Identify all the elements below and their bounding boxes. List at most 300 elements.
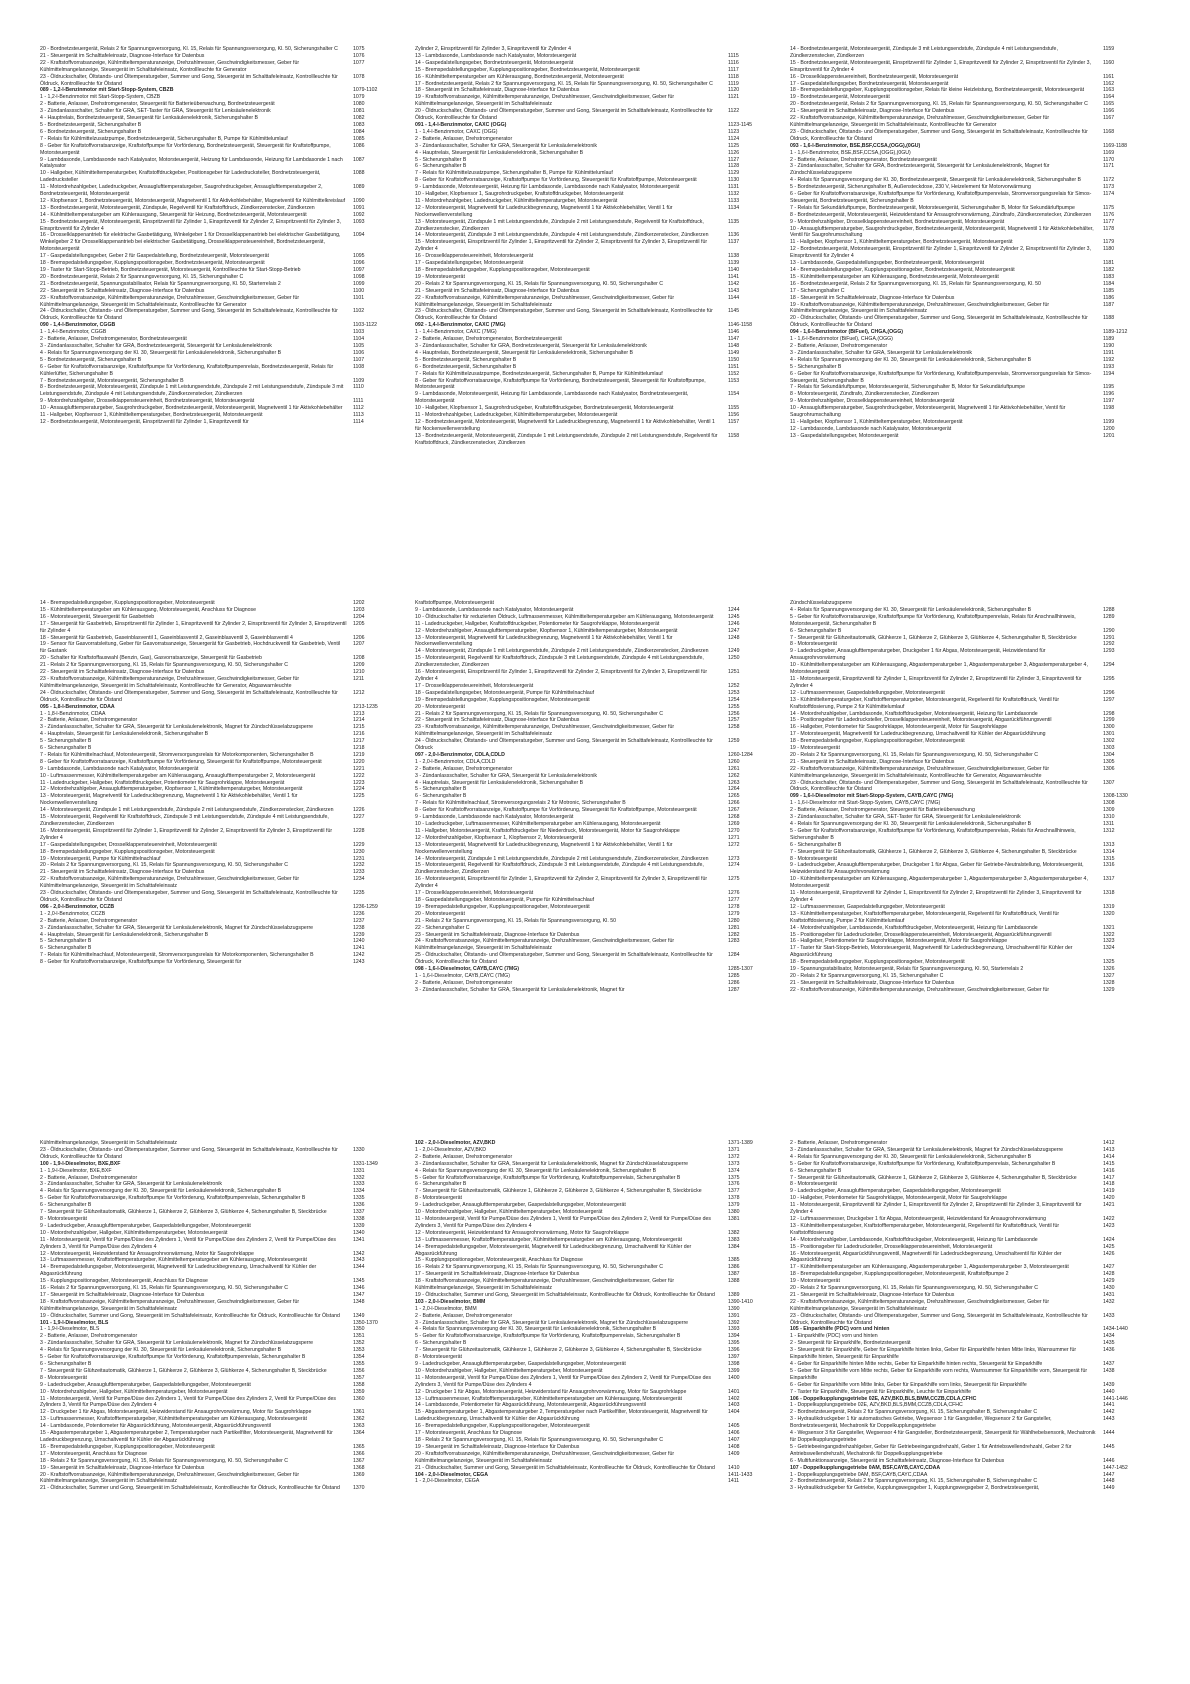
entry-text: 16 - Kühlmitteltemperaturgeber am Kühlerausgang, Bordnetzsteuergerät, Motorsteuergerät	[415, 73, 624, 80]
entry-page-number: 1154	[728, 391, 740, 398]
index-entry	[790, 1485, 1149, 1492]
index-entry	[790, 1458, 1149, 1465]
entry-page-number: 1401	[728, 1388, 740, 1395]
index-entry	[790, 911, 1149, 925]
entry-page-number: 1408	[728, 1443, 740, 1450]
entry-page-number: 1164	[1103, 94, 1115, 101]
entry-text: 24 - Öldruckschalter, Öltstands- und Öltemperaturgeber, Summer und Gong, Steuergerät im Schalttafeleinsatz, Kontrollleuchte für Öldruck, Kontrollleuchte für Ölstand	[40, 689, 338, 703]
index-entry	[415, 1333, 774, 1340]
index-entry	[415, 711, 774, 718]
entry-text: 098 - 1,6-l-Dieselmotor, CAYB,CAYC (7MG)	[415, 966, 519, 973]
entry-text: 15 - Bordnetzsteuergerät, Motorsteuergerät, Einspritzventil für Zylinder 1, Einspritzventil für Zylinder 2, Einspritzventil für Zylinder 3, Einspritzventil für Zylinder 4	[790, 59, 1091, 73]
entry-text: 4 - Hauptrelais, Steuergerät für Lenksäulenelektronik, Sicherungshalter B	[40, 731, 209, 738]
entry-page-number: 1139	[728, 260, 740, 267]
entry-page-number: 1328	[1103, 979, 1115, 986]
entry-text: 12 - Bordnetzsteuergerät, Motorsteuergerät, Magnetventil für Ladedruckbegrenzung, Magnetventil 1 für Aktivkohlebehälter, Ventil 1 für Nockenwellenverstellung	[415, 418, 715, 432]
entry-page-number: 1269	[728, 821, 740, 827]
entry-page-number: 1260-1284	[728, 751, 753, 758]
index-entry	[40, 1195, 399, 1202]
index-entry	[40, 1147, 399, 1161]
index-entry	[415, 288, 774, 295]
entry-page-number: 1156	[728, 412, 740, 419]
entry-page-number: 1168	[1103, 128, 1115, 135]
entry-page-number: 1081	[353, 108, 365, 115]
entry-page-number: 1210	[353, 669, 365, 676]
index-entry	[415, 1451, 774, 1465]
index-entry	[790, 295, 1149, 302]
index-entry	[415, 1271, 774, 1278]
entry-page-number: 1405	[728, 1423, 740, 1430]
index-entry	[415, 1306, 774, 1313]
index-entry	[40, 918, 399, 925]
entry-text: 14 - Motordrehzahlgeber, Lambdasonde, Kraftstoffdruckgeber, Motorsteuergerät, Heizung für Lambdasonde	[790, 924, 1038, 931]
index-entry	[415, 904, 774, 911]
index-entry	[790, 925, 1149, 932]
index-entry	[415, 918, 774, 925]
index-entry	[790, 1195, 1149, 1202]
entry-page-number: 1288	[1103, 606, 1115, 613]
index-entry	[415, 1444, 774, 1451]
index-entry	[40, 890, 399, 904]
section-heading	[790, 1396, 1149, 1403]
index-entry	[790, 150, 1149, 157]
entry-page-number: 1334	[353, 1188, 365, 1195]
entry-page-number: 1297	[1103, 696, 1115, 703]
entry-text: 15 - Motorsteuergerät, Einspritzventil für Zylinder 1, Einspritzventil für Zylinder 2, Einspritzventil für Zylinder 3, Einspritzventil für Zylinder 4	[415, 239, 708, 253]
entry-text: 13 - Lambdasonde, Gaspedalstellungsgeber, Bordnetzsteuergerät, Motorsteuergerät	[790, 260, 985, 267]
section-heading	[415, 1472, 774, 1479]
index-entry	[415, 343, 774, 350]
entry-text: 17 - Drosselklappensteuereinheit, Motorsteuergerät	[415, 682, 534, 689]
entry-text: 1 - 1,9-l-Dieselmotor, BLS	[40, 1326, 100, 1333]
entry-text: 7 - Steuergerät für Glühzeitautomatik, Glühkerze 1, Glühkerze 2, Glühkerze 3, Glühkerze 4, Sicherungshalter B, Steckbrücke	[415, 1188, 702, 1195]
index-entry	[415, 67, 774, 74]
index-entry	[40, 717, 399, 724]
entry-page-number: 1310	[1103, 814, 1115, 821]
index-entry	[40, 600, 399, 607]
entry-text: 18 - Steuergerät für Gasbetrieb, Gaseinblasventil 1, Gaseinblasventil 2, Gaseinblasventil 3, Gaseinblasventil 4	[40, 634, 293, 641]
index-entry	[415, 1313, 774, 1320]
entry-text: 19 - Steuergerät im Schalttafeleinsatz, Diagnose-Interface für Datenbus	[415, 1443, 580, 1450]
entry-text: 18 - Bremspedalstellungsgeber, Kupplungspositionsgeber, Motorsteuergerät	[40, 848, 215, 855]
entry-text: 11 - Motorsteuergerät, Einspritzventil für Zylinder 1, Einspritzventil für Zylinder 2, Einspritzventil für Zylinder 3, Einspritzventil für Zylinder 4	[790, 675, 1082, 689]
index-entry	[415, 704, 774, 711]
entry-page-number: 1123-1145	[728, 121, 753, 128]
entry-page-number: 1303	[1103, 745, 1115, 752]
index-entry	[790, 932, 1149, 939]
entry-page-number: 1187	[1103, 301, 1115, 308]
index-entry	[790, 1285, 1149, 1292]
entry-text: 1 - 1,8-l-Benzinmotor, CDAA	[40, 710, 106, 717]
entry-page-number: 1311	[1103, 821, 1115, 827]
index-entry	[40, 780, 399, 787]
entry-text: 8 - Bordnetzsteuergerät, Motorsteuergerät, Zündspule 1 mit Leistungsendstufe, Zündspule 2 mit Leistungsendstufe, Zündspule 3 mit Leistungsendstufe, Zündspule 4 mit Leistungsendstufe, Zündkerzenstecker, Zündkerzen	[40, 384, 344, 398]
entry-page-number: 1075	[353, 46, 365, 52]
entry-page-number: 1426	[1103, 1250, 1115, 1257]
entry-page-number: 1361	[353, 1409, 365, 1416]
entry-page-number: 1178	[1103, 225, 1115, 232]
index-entry	[415, 766, 774, 773]
index-column	[40, 600, 399, 994]
entry-text: 1 - 1,9-l-Dieselmotor, BXE,BXF	[40, 1167, 112, 1174]
entry-text: 2 - Batterie, Anlasser, Drehstromgenerator	[790, 1140, 888, 1146]
entry-text: 5 - Geber für Kraftstoffvorratsanzeige, Kraftstoffpumpe für Vorförderung, Kraftstoffpumpenrelais, Sicherungshalter B	[40, 1195, 306, 1202]
entry-page-number: 1167	[1103, 115, 1115, 122]
entry-page-number: 1233	[353, 869, 365, 876]
entry-page-number: 1098	[353, 273, 365, 280]
index-entry	[415, 150, 774, 157]
entry-page-number: 1151	[728, 363, 740, 370]
entry-page-number: 1142	[728, 280, 740, 287]
entry-text: 23 - Öldruckschalter, Öltstands- und Öltemperaturgeber, Summer und Gong, Steuergerät im Schalttafeleinsatz, Kontrollleuchte für Öldruck, Kontrollleuchte für Ölstand	[790, 128, 1088, 142]
entry-text: 18 - Steuergerät im Schalttafeleinsatz, Diagnose-Interface für Datenbus	[790, 294, 955, 301]
index-entry	[40, 1416, 399, 1423]
entry-page-number: 1180	[1103, 246, 1115, 253]
entry-text: 22 - Kraftstoffvorratsanzeige, Kühlmitteltemperaturanzeige, Drehzahlmesser, Geschwindigkeitsmesser, Geber für Kühlmittelmangelanzeige, Steuergerät im Schalttafeleinsatz, Kontrollleuchte für Generator	[790, 115, 1050, 128]
entry-text: 102 - 2,0-l-Dieselmotor, AZV,BKD	[415, 1140, 496, 1146]
entry-page-number: 1158	[728, 432, 740, 439]
entry-page-number: 1286	[728, 979, 740, 986]
entry-page-number: 1224	[353, 786, 365, 793]
entry-page-number: 1435	[1103, 1340, 1115, 1347]
entry-text: 23 - Öldruckschalter, Öltstands- und Öltemperaturgeber, Summer und Gong, Steuergerät im Schalttafeleinsatz, Kontrollleuchte für Öldruck, Kontrollleuchte für Ölstand	[790, 779, 1088, 793]
index-entry	[415, 890, 774, 897]
entry-page-number: 1182	[1103, 267, 1115, 273]
entry-page-number: 1193	[1103, 363, 1115, 370]
index-entry	[790, 862, 1149, 876]
index-entry	[415, 1278, 774, 1292]
entry-page-number: 1445	[1103, 1443, 1115, 1450]
index-entry	[40, 1375, 399, 1382]
entry-text: 9 - Ladedruckgeber, Ansauglufttemperaturgeber, Gaspedalstellungsgeber, Motorsteuergerät	[40, 1222, 251, 1229]
entry-text: 6 - Sicherungshalter B	[40, 1361, 92, 1367]
entry-page-number: 1079-1102	[353, 87, 378, 94]
entry-text: 2 - Batterie, Anlasser, Drehstromgenerator	[40, 1174, 138, 1181]
entry-page-number: 1391	[728, 1312, 740, 1319]
entry-page-number: 1232	[353, 862, 365, 869]
entry-text: 1 - 2,0-l-Benzinmotor, CCZB	[40, 910, 106, 917]
entry-text: 13 - Kühlmitteltemperaturgeber, Kraftstofftemperaturgeber, Motorsteuergerät, Regelventil für Kraftstoffdruck, Ventil für Kraftstoffdosierung	[790, 1222, 1060, 1236]
index-entry	[790, 1409, 1149, 1416]
entry-page-number: 1281	[728, 924, 740, 931]
index-entry	[40, 1264, 399, 1278]
section-heading	[415, 1140, 774, 1147]
entry-page-number: 1447	[1103, 1471, 1115, 1478]
index-entry	[415, 697, 774, 704]
index-entry	[790, 738, 1149, 745]
entry-page-number: 1107	[353, 356, 365, 363]
entry-text: 12 - Klopfsensor 1, Bordnetzsteuergerät, Motorsteuergerät, Magnetventil 1 für Aktivkohlebehälter, Magnetventil für Kühlmittelkreislauf	[40, 197, 346, 204]
entry-text: 22 - Steuergerät im Schalttafeleinsatz, Diagnose-Interface für Datenbus	[40, 669, 205, 676]
entry-text: 1 - 1,6-l-Dieselmotor mit Start-Stopp-System, CAYB,CAYC (7MG)	[790, 800, 941, 807]
entry-text: 14 - Motordrehzahlgeber, Lambdasonde, Kraftstoffdruckgeber, Motorsteuergerät, Heizung für Lambdasonde	[790, 710, 1038, 717]
entry-page-number: 1217	[353, 738, 365, 745]
entry-text: 3 - Zündanlassschalter, Schalter für GRA, Steuergerät für Lenksäulenelektronik	[40, 1181, 222, 1188]
entry-text: 7 - Relais für Kühlmittelnachlauf, Motorsteuergerät, Stromversorgungsrelais für Motorkomponenten, Sicherungshalter B	[40, 751, 314, 758]
index-entry	[415, 759, 774, 766]
section-heading	[790, 1326, 1149, 1333]
index-entry	[40, 46, 399, 53]
entry-page-number: 1260	[728, 758, 740, 765]
entry-text: 23 - Öldruckschalter, Öltstands- und Öltemperaturgeber, Summer und Gong, Steuergerät im Schalttafeleinsatz, Kontrollleuchte für Öldruck, Kontrollleuchte für Ölstand	[415, 308, 713, 322]
index-entry	[415, 952, 774, 966]
entry-text: 14 - Motorsteuergerät, Zündspule 3 mit Leistungsendstufe, Zündspule 4 mit Leistungsendstufe, Zündkerzenstecker, Zündkerzen	[415, 232, 709, 239]
index-block-bottom	[40, 1140, 1150, 1492]
entry-text: 9 - Ladedruckgeber, Ansauglufttemperaturgeber, Druckgeber 1 für Abgas, Motorsteuergerät, Heizwiderstand für Ansaugrohrvorwärmung	[790, 648, 1046, 662]
entry-page-number: 1105	[353, 342, 365, 349]
index-entry	[415, 724, 774, 738]
index-entry	[790, 697, 1149, 711]
index-entry	[40, 1292, 399, 1299]
index-entry	[40, 1251, 399, 1258]
entry-text: 3 - Zündanlassschalter, Schalter für GRA, Steuergerät für Lenksäulenelektronik, Magnet für Zündschlüsselabzugsperre	[40, 1340, 314, 1347]
entry-text: 12 - Motordrehzahlgeber, Ansauglufttemperaturgeber, Klopfsensor 1, Kühlmitteltemperaturgeber, Motorsteuergerät	[40, 786, 303, 793]
section-heading	[790, 1465, 1149, 1472]
index-entry	[40, 1209, 399, 1216]
entry-page-number: 1237	[353, 917, 365, 924]
index-entry	[790, 108, 1149, 115]
entry-page-number: 1118	[728, 73, 739, 80]
entry-page-number: 1406	[728, 1430, 740, 1437]
entry-text: 10 - Motordrehzahlgeber, Hallgeber, Kühlmitteltemperaturgeber, Motorsteuergerät	[40, 1229, 228, 1236]
entry-page-number: 1350-1370	[353, 1319, 378, 1326]
entry-text: 4 - Relais für Spannungsversorgung der Kl. 30, Steuergerät für Lenksäulenelektronik, Sicherungshalter B	[790, 1153, 1032, 1160]
entry-page-number: 1126	[728, 149, 740, 156]
entry-page-number: 1398	[728, 1361, 740, 1367]
entry-page-number: 1103-1122	[353, 322, 378, 329]
index-entry	[40, 350, 399, 357]
index-entry	[415, 94, 774, 108]
entry-text: 14 - Kühlmitteltemperaturgeber am Kühlerausgang, Steuergerät für Heizung, Bordnetzsteuergerät, Motorsteuergerät	[40, 211, 307, 218]
entry-page-number: 1080	[353, 101, 365, 108]
index-entry	[40, 1444, 399, 1451]
entry-page-number: 1150	[728, 356, 740, 363]
index-entry	[40, 786, 399, 793]
index-entry	[40, 856, 399, 863]
entry-text: 15 - Positionsgeber für Ladedrucksteller, Drosselklappensteuereinheit, Motorsteuergerät, Abgasrückführungsventil	[790, 931, 1052, 938]
entry-page-number: 1291	[1103, 634, 1115, 641]
entry-text: 16 - Motorsteuergerät, Einspritzventil für Zylinder 1, Einspritzventil für Zylinder 2, Einspritzventil für Zylinder 3, Einspritzventil für Zylinder 4	[415, 876, 708, 890]
entry-text: Zündschlüsselabzugsperre	[790, 600, 852, 606]
entry-text: 16 - Drosselklappensteuereinheit, Bordnetzsteuergerät, Motorsteuergerät	[790, 73, 959, 80]
entry-text: 090 - 1,4-l-Benzinmotor, CGGB	[40, 322, 116, 329]
entry-page-number: 1360	[353, 1395, 365, 1402]
index-entry	[415, 53, 774, 60]
index-entry	[790, 433, 1149, 440]
entry-page-number: 1409	[728, 1450, 740, 1457]
index-entry	[415, 1237, 774, 1244]
index-entry	[415, 1320, 774, 1327]
index-entry	[415, 717, 774, 724]
entry-page-number: 1143	[728, 287, 740, 294]
entry-text: 16 - Bremspedalstellungsgeber, Kupplungspositionsgeber, Motorsteuergerät	[40, 1443, 215, 1450]
entry-page-number: 1428	[1103, 1271, 1115, 1278]
index-entry	[415, 925, 774, 932]
index-entry	[415, 184, 774, 191]
entry-page-number: 1317	[1103, 876, 1115, 883]
entry-text: 2 - Batterie, Anlasser, Drehstromgenerator, Bordnetzsteuergerät	[790, 156, 937, 163]
index-entry	[790, 1389, 1149, 1396]
entry-page-number: 1338	[353, 1215, 365, 1222]
index-entry	[40, 1313, 399, 1320]
entry-text: 2 - Batterie, Anlasser, Drehstromgenerator, Bordnetzsteuergerät	[40, 336, 187, 343]
entry-page-number: 1302	[1103, 738, 1115, 745]
entry-page-number: 1441-1446	[1103, 1395, 1128, 1402]
index-entry	[790, 391, 1149, 398]
entry-text: 8 - Motorsteuergerät	[790, 855, 837, 862]
entry-text: 3 - Zündanlassschalter, Schalter für GRA, Steuergerät für Lenksäulenelektronik, Magnet für	[415, 986, 625, 993]
entry-text: 1 - 1,4-l-Benzinmotor, CAXC (OGG)	[415, 128, 498, 135]
index-entry	[790, 157, 1149, 164]
entry-page-number: 1387	[728, 1271, 740, 1278]
index-entry	[415, 74, 774, 81]
index-entry	[415, 1154, 774, 1161]
index-entry	[40, 828, 399, 842]
entry-text: 22 - Kraftstoffvorratsanzeige, Kühlmitteltemperaturanzeige, Drehzahlmesser, Geschwindigkeitsmesser, Geber für Kühlmittelmangelanzeige, Steuergerät im Schalttafeleinsatz, Kontrollleuchte für Generator, Abgaswarnleuchte	[790, 765, 1050, 779]
index-entry	[790, 274, 1149, 281]
entry-text: 1 - Doppelkupplungsgetriebe 02E, AZV,BKD,BLS,BMM,CCZB,CDLA,CFHC	[790, 1402, 963, 1409]
entry-page-number: 1433	[1103, 1312, 1115, 1319]
entry-text: 3 - Hydraulikdruckgeber 1 für automatisches Getriebe, Wegsensor 1 für Gangsteller, Wegsensor 2 für Gangsteller, Bordnetzsteuergerät, Mechatronik für Doppelkupplungsgetriebe	[790, 1416, 1052, 1430]
index-entry	[790, 357, 1149, 364]
index-entry	[40, 669, 399, 676]
entry-page-number: 1394	[728, 1333, 740, 1340]
index-entry	[40, 405, 399, 412]
entry-page-number: 1377	[728, 1188, 740, 1195]
entry-page-number: 1319	[1103, 903, 1115, 910]
entry-text: 2 - Batterie, Anlasser, Drehstromgenerator, Steuergerät für Batterieüberwachung	[790, 807, 975, 814]
index-entry	[40, 170, 399, 184]
entry-text: 4 - Relais für Spannungsversorgung der Kl. 30, Steuergerät für Lenksäulenelektronik, Sicherungshalter B	[40, 1347, 282, 1354]
entry-page-number: 1353	[353, 1347, 365, 1354]
index-entry	[790, 1382, 1149, 1389]
entry-text: 3 - Zündanlassschalter, Schalter für GRA, Bordnetzsteuergerät, Steuergerät für Lenksäulenelektronik	[415, 342, 647, 349]
entry-page-number: 1385	[728, 1257, 740, 1264]
index-entry	[40, 1230, 399, 1237]
entry-page-number: 1254	[728, 696, 740, 703]
entry-page-number: 1443	[1103, 1416, 1115, 1423]
entry-page-number: 1113	[353, 412, 364, 419]
index-entry	[40, 205, 399, 212]
entry-text: 18 - Kraftstoffvorratsanzeige, Kühlmitteltemperaturanzeige, Drehzahlmesser, Geschwindigkeitsmesser, Geber für Kühlmittelmangelanzeige, Steuergerät im Schalttafeleinsatz	[415, 1278, 675, 1292]
index-entry	[790, 419, 1149, 426]
entry-text: 23 - Öldruckschalter, Öltstands- und Öltemperaturgeber, Summer und Gong, Steuergerät im Schalttafeleinsatz, Kontrollleuchte für Öldruck, Kontrollleuchte für Ölstand	[40, 1146, 338, 1160]
entry-page-number: 1418	[1103, 1181, 1115, 1188]
entry-text: 20 - Öldruckschalter, Öltstands- und Öltemperaturgeber, Summer und Gong, Steuergerät im Schalttafeleinsatz, Kontrollleuchte für Öldruck, Kontrollleuchte für Ölstand	[790, 315, 1088, 329]
entry-page-number: 1441	[1103, 1402, 1115, 1409]
index-entry	[40, 1340, 399, 1347]
index-entry	[415, 1216, 774, 1230]
entry-text: 5 - Geber für Kraftstoffvorratsanzeige, Kraftstoffpumpe für Vorförderung, Kraftstoffpumpenrelais, Sicherungshalter B	[415, 1333, 681, 1340]
entry-text: 14 - Bremspedalstellungsgeber, Motorsteuergerät, Magnetventil für Ladedruckbegrenzung, Umschaltventil für Kühler der Abgasrückführung	[415, 1243, 692, 1257]
index-entry	[790, 717, 1149, 724]
entry-text: 19 - Motorsteuergerät, Pumpe für Kühlmittelnachlauf	[40, 855, 161, 862]
index-entry	[40, 614, 399, 621]
entry-page-number: 1439	[1103, 1381, 1115, 1388]
index-entry	[40, 94, 399, 101]
entry-page-number: 1315	[1103, 855, 1115, 862]
index-entry	[40, 793, 399, 807]
entry-text: 19 - Kraftstoffvorratsanzeige, Kühlmitteltemperaturanzeige, Drehzahlmesser, Geschwindigkeitsmesser, Geber für Kühlmittelmangelanzeige, Steuergerät im Schalttafeleinsatz	[790, 301, 1050, 315]
entry-text: 15 - Motorsteuergerät, Regelventil für Kraftstoffdruck, Zündspule 3 mit Leistungsendstufe, Zündspule 4 mit Leistungsendstufe, Zündkerzenstecker, Zündkerzen	[40, 814, 329, 827]
entry-text: 8 - Motorsteuergerät	[415, 1354, 462, 1361]
entry-text: 4 - Relais für Spannungsversorgung der Kl. 30, Steuergerät für Lenksäulenelektronik, Sicherungshalter B	[40, 1188, 282, 1195]
index-entry	[790, 966, 1149, 973]
entry-text: 23 - Kraftstoffvorratsanzeige, Kühlmitteltemperaturanzeige, Drehzahlmesser, Geschwindigkeitsmesser, Geber für Kühlmittelmangelanzeige, Steuergerät im Schalttafeleinsatz, Kontrollleuchte für Generator	[40, 294, 300, 308]
index-entry	[40, 745, 399, 752]
entry-page-number: 1321	[1103, 924, 1115, 931]
index-entry	[40, 1361, 399, 1368]
entry-page-number: 1335	[353, 1195, 365, 1202]
index-entry	[40, 378, 399, 385]
section-heading	[790, 329, 1149, 336]
index-entry	[415, 800, 774, 807]
entry-page-number: 1117	[728, 66, 739, 73]
index-entry	[40, 308, 399, 322]
entry-page-number: 1220	[353, 758, 365, 765]
index-entry	[790, 398, 1149, 405]
entry-text: 15 - Kupplungspositionsgeber, Motorsteuergerät, Anschluss für Diagnose	[40, 1278, 208, 1285]
index-entry	[40, 136, 399, 143]
entry-text: 23 - Kraftstoffvorratsanzeige, Kühlmitteltemperaturanzeige, Drehzahlmesser, Geschwindigkeitsmesser, Geber für Kühlmittelmangelanzeige, Steuergerät im Schalttafeleinsatz	[415, 724, 675, 738]
entry-page-number: 1175	[1103, 204, 1115, 211]
index-entry	[415, 1168, 774, 1175]
entry-text: 6 - Sicherungshalter B	[415, 1340, 467, 1347]
entry-text: 11 - Ladedruckgeber, Hallgeber, Kraftstoffdruckgeber, Potentiometer für Saugrohrklappe, Motorsteuergerät	[415, 620, 660, 627]
entry-text: 4 - Relais für Spannungsversorgung der Kl. 30, Steuergerät für Lenksäulenelektronik, Sicherungshalter B	[790, 606, 1032, 613]
entry-page-number: 1293	[1103, 648, 1115, 655]
entry-page-number: 1337	[353, 1209, 365, 1216]
entry-text: 19 - Bordnetzsteuergerät, Motorsteuergerät	[790, 94, 890, 101]
entry-text: 20 - Öldruckschalter, Öltstands- und Öltemperaturgeber, Summer und Gong, Steuergerät im Schalttafeleinsatz, Kontrollleuchte für Öldruck, Kontrollleuchte für Ölstand	[415, 108, 713, 122]
entry-page-number: 1304	[1103, 751, 1115, 758]
entry-page-number: 1258	[728, 724, 740, 731]
entry-text: 8 - Motorsteuergerät	[40, 1215, 87, 1222]
entry-text: 7 - Bordnetzsteuergerät, Motorsteuergerät, Sicherungshalter B	[40, 377, 184, 384]
entry-page-number: 1318	[1103, 890, 1115, 897]
entry-page-number: 1351	[353, 1333, 365, 1340]
index-entry	[415, 773, 774, 780]
entry-text: 10 - Kühlmitteltemperaturgeber am Kühlerausgang, Abgastemperaturgeber 1, Abgastemperaturgeber 3, Abgastemperaturgeber 4, Motorsteuergerät	[790, 662, 1088, 676]
entry-page-number: 1153	[728, 377, 740, 384]
entry-page-number: 1449	[1103, 1485, 1115, 1492]
index-entry	[415, 683, 774, 690]
index-entry	[415, 1244, 774, 1258]
entry-page-number: 1256	[728, 710, 740, 717]
index-entry	[790, 662, 1149, 676]
entry-text: 3 - Zündanlassschalter, Schalter für GRA, Steuergerät für Lenksäulenelektronik	[790, 349, 972, 356]
index-entry	[40, 253, 399, 260]
index-entry	[40, 1389, 399, 1396]
index-entry	[790, 177, 1149, 184]
entry-text: 6 - Sicherungshalter B	[790, 627, 842, 634]
index-entry	[415, 932, 774, 939]
index-entry	[415, 371, 774, 378]
entry-text: 5 - Sicherungshalter B	[40, 738, 92, 745]
entry-text: 5 - Bordnetzsteuergerät, Sicherungshalter B	[40, 121, 142, 128]
entry-text: 5 - Sicherungshalter B	[790, 363, 842, 370]
entry-page-number: 1295	[1103, 675, 1115, 682]
entry-page-number: 1185	[1103, 287, 1115, 294]
entry-text: 1 - Doppelkupplungsgetriebe 0AM, BSF,CAYB,CAYC,CDAA	[790, 1471, 928, 1478]
entry-text: 1 - 2,0-l-Dieselmotor, BMM	[415, 1305, 477, 1312]
entry-text: 15 - Bordnetzsteuergerät, Motorsteuergerät, Einspritzventil für Zylinder 1, Einspritzventil für Zylinder 2, Einspritzventil für Zylinder 3, Einspritzventil für Zylinder 4	[40, 218, 341, 232]
entry-text: 14 - Motordrehzahlgeber, Lambdasonde, Kraftstoffdruckgeber, Motorsteuergerät, Heizung für Lambdasonde	[790, 1236, 1038, 1243]
entry-page-number: 1205	[353, 620, 365, 627]
index-entry	[415, 821, 774, 828]
entry-page-number: 1234	[353, 876, 365, 883]
entry-page-number: 1229	[353, 841, 365, 848]
